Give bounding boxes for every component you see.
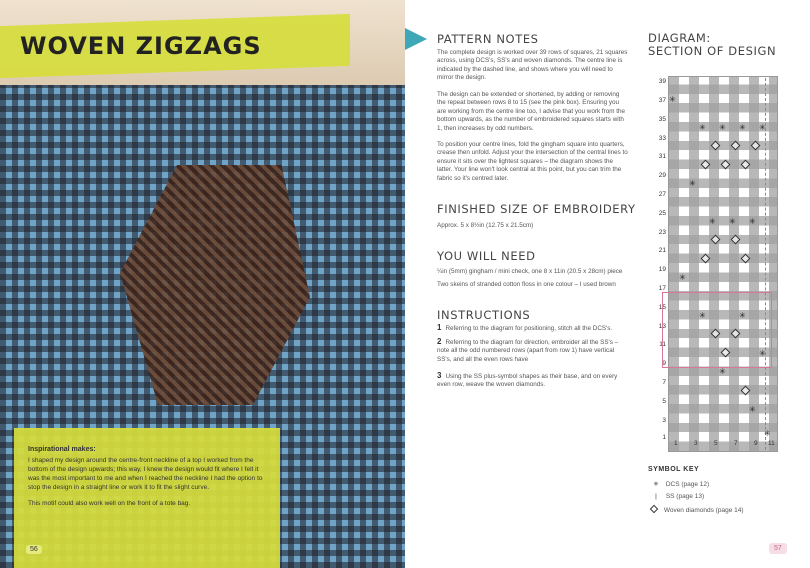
key-item-diamond — [648, 506, 744, 514]
dcs-star-icon: ✳ — [719, 367, 726, 376]
dcs-star-icon: ✳ — [759, 123, 766, 132]
dcs-star-icon: ✳ — [739, 123, 746, 132]
dcs-star-icon: ✳ — [719, 123, 726, 132]
dcs-star-icon: ✳ — [679, 273, 686, 282]
row-label: 27 — [658, 191, 666, 198]
finished-size-heading: FINISHED SIZE OF EMBROIDERY — [437, 202, 636, 216]
row-label: 19 — [658, 266, 666, 273]
instruction-step-3 — [437, 372, 629, 390]
row-label: 29 — [658, 172, 666, 179]
row-label: 3 — [662, 417, 666, 424]
dcs-star-icon: ✳ — [699, 311, 706, 320]
col-label: 11 — [768, 440, 775, 447]
col-label: 1 — [674, 440, 678, 447]
key-item-dcs — [648, 480, 709, 488]
row-label: 23 — [658, 229, 666, 236]
ss-line-icon: | — [655, 493, 657, 500]
col-label: 9 — [754, 440, 758, 447]
dcs-star-icon: ✳ — [689, 179, 696, 188]
instruction-step-1 — [437, 324, 629, 333]
row-label: 15 — [658, 304, 666, 311]
row-label: 39 — [658, 78, 666, 85]
row-label: 35 — [658, 116, 666, 123]
col-label: 7 — [734, 440, 738, 447]
symbol-key-heading: SYMBOL KEY — [648, 466, 700, 473]
row-label: 9 — [662, 360, 666, 367]
row-label: 17 — [658, 285, 666, 292]
supply-item-1: ¼in (5mm) gingham / mini check, one 8 x 11in (20.5 x 28cm) piece — [437, 268, 623, 275]
diagram-heading — [648, 32, 776, 58]
row-label: 25 — [658, 210, 666, 217]
inspiration-heading: Inspirational makes: — [28, 446, 96, 453]
key-label: SS (page 13) — [665, 493, 705, 500]
step-text: Referring to the diagram for positioning, stitch all the DCS's. — [445, 325, 613, 332]
finished-size-text: Approx. 5 x 8½in (12.75 x 21.5cm) — [437, 222, 534, 229]
dcs-star-icon: ✳ — [653, 481, 659, 488]
step-number: 2 — [437, 337, 442, 346]
pattern-notes-para-2: The design can be extended or shortened, by adding or removing the repeat between rows 8 to 15 (see the pink box). Ensuring you are working from the centre line too, I advise that you work from the bottom upwards, as the number of embroidered squares starts with 1, then increases by odd numbers. — [437, 91, 625, 132]
row-label: 13 — [658, 323, 666, 330]
col-label: 5 — [714, 440, 718, 447]
key-label: DCS (page 12) — [665, 481, 710, 488]
page-number-left: 56 — [26, 545, 42, 554]
row-label: 1 — [662, 434, 666, 441]
instruction-step-2 — [437, 338, 629, 364]
gingham-grid — [668, 76, 778, 452]
pattern-notes-heading: PATTERN NOTES — [437, 32, 539, 46]
inspiration-text: I shaped my design around the centre-front neckline of a top I worked from the bottom of the design upwards; this way, I knew the design would fit where I felt it was the most important to me and when I reached the neckline I had the option to stop the design in a straight line or work it to fit the slight curve. — [28, 457, 263, 491]
row-label: 7 — [662, 379, 666, 386]
step-number: 1 — [437, 323, 442, 332]
diagram-heading-line-2: SECTION OF DESIGN — [648, 44, 777, 58]
page-number-right: 57 — [769, 543, 787, 554]
row-label: 11 — [659, 341, 666, 348]
pattern-notes-para-1: The complete design is worked over 39 rows of squares, 21 squares across, using DCS's, SS's and woven diamonds. The centre line is indicated by the dashed line, and shows where you will need to mirror the design. — [437, 49, 628, 82]
row-label: 33 — [658, 135, 666, 142]
pattern-notes-para-3: To position your centre lines, fold the gingham square into quarters, crease then unfold. Adjust your the intersection of the central lines to ensure it sits over the lightest squares – the diagram shows the latter. Your line won't look central at this point, but you can trim the fabric so it's centred later. — [437, 141, 628, 182]
dcs-star-icon: ✳ — [764, 429, 771, 438]
step-text: Referring to the diagram for direction, embroider all the SS's – note all the odd numbered rows (apart from row 1) have vertical SS's, and all the even rows have — [437, 339, 619, 363]
inspiration-text-2: This motif could also work well on the front of a tote bag. — [28, 500, 191, 507]
dcs-star-icon: ✳ — [749, 217, 756, 226]
dcs-star-icon: ✳ — [669, 95, 676, 104]
instructions-heading: INSTRUCTIONS — [437, 308, 531, 322]
row-label: 31 — [658, 153, 666, 160]
section-arrow-icon — [405, 28, 427, 50]
dcs-star-icon: ✳ — [729, 217, 736, 226]
dcs-star-icon: ✳ — [699, 123, 706, 132]
step-number: 3 — [437, 371, 442, 380]
embroidered-zigzag-panel — [120, 165, 310, 405]
diamond-icon — [650, 505, 658, 513]
row-label: 37 — [658, 97, 666, 104]
page-title: WOVEN ZIGZAGS — [20, 32, 262, 60]
col-label: 3 — [694, 440, 698, 447]
dcs-star-icon: ✳ — [739, 311, 746, 320]
key-item-ss — [648, 493, 704, 500]
row-label: 5 — [662, 398, 666, 405]
centre-line — [765, 78, 766, 450]
you-will-need-heading: YOU WILL NEED — [437, 249, 536, 263]
dcs-star-icon: ✳ — [759, 349, 766, 358]
dcs-star-icon: ✳ — [709, 217, 716, 226]
diagram-heading-line-1: DIAGRAM: — [648, 31, 711, 45]
step-text: Using the SS plus-symbol shapes as their base, and on every even row, weave the woven diamonds. — [437, 373, 618, 389]
key-label: Woven diamonds (page 14) — [663, 507, 744, 514]
stitch-diagram — [650, 76, 778, 452]
supply-item-2: Two skeins of stranded cotton floss in one colour – I used brown — [437, 281, 616, 288]
dcs-star-icon: ✳ — [749, 405, 756, 414]
row-label: 21 — [658, 247, 666, 254]
